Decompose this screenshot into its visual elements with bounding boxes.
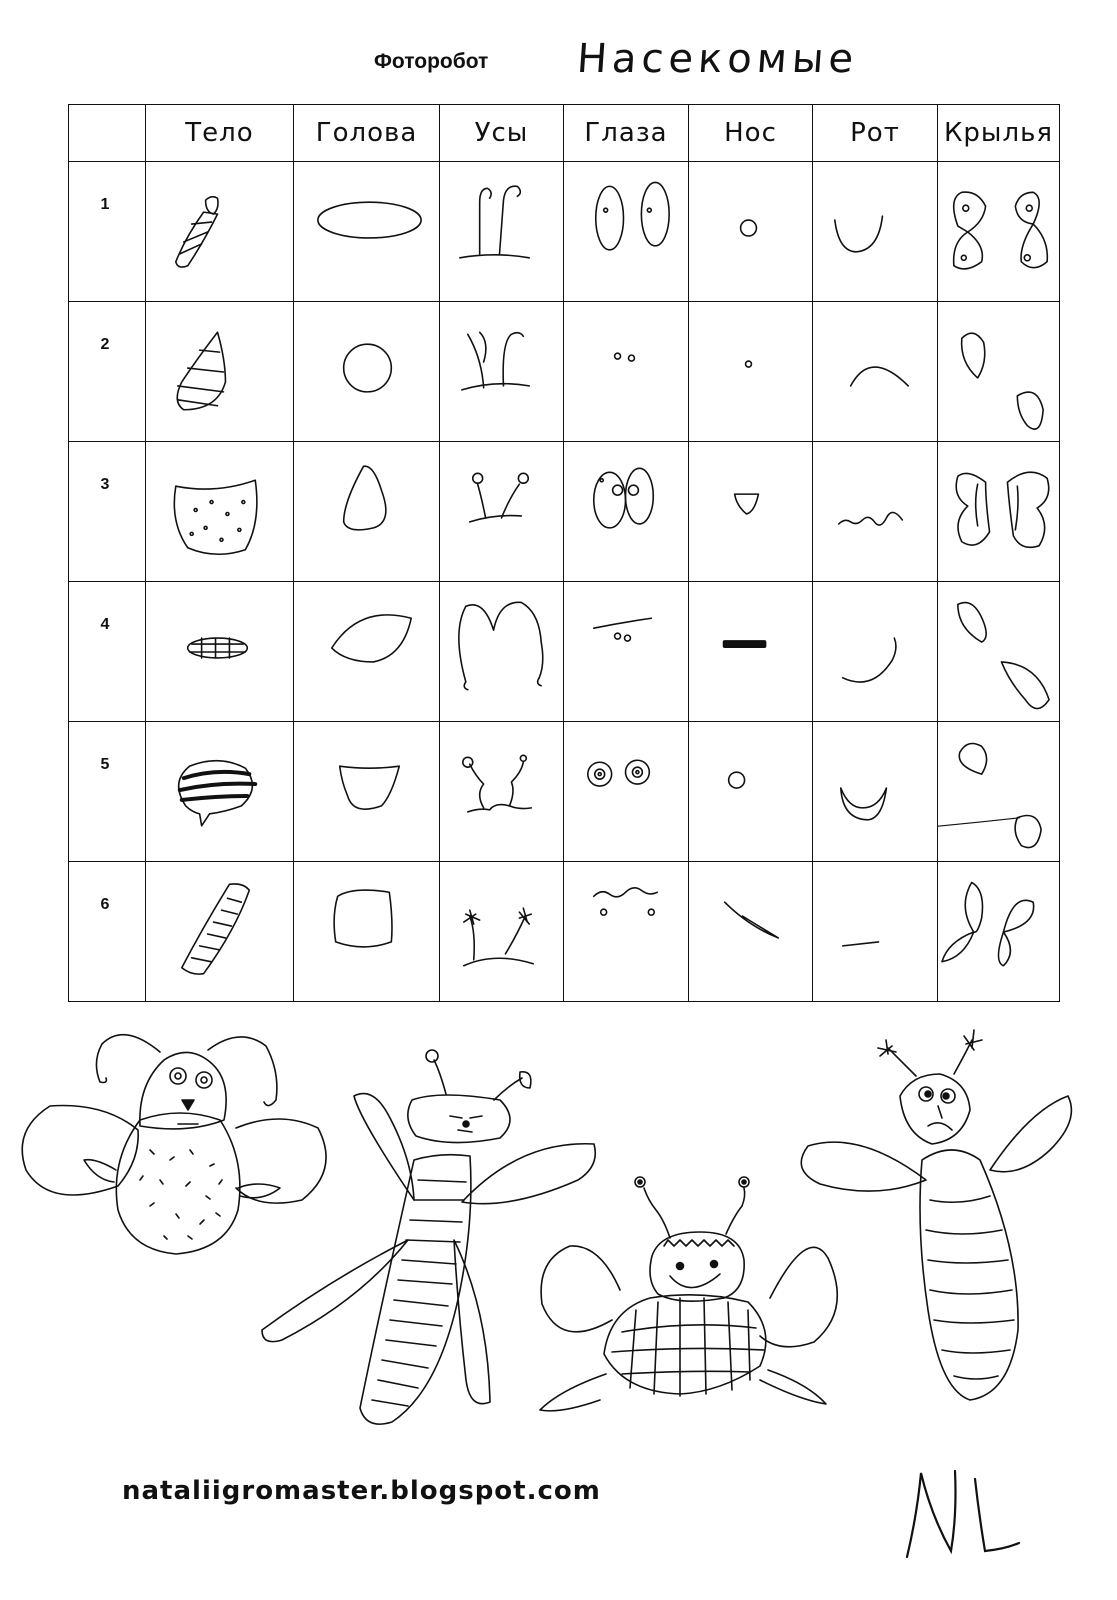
wings-drawing	[938, 862, 1060, 1002]
antennae-drawing	[440, 722, 564, 862]
body-drawing	[146, 442, 294, 582]
body-drawing	[146, 162, 294, 302]
antennae-drawing	[440, 582, 564, 722]
mouth-drawing	[813, 722, 938, 862]
wings-drawing	[938, 162, 1060, 302]
table-row	[69, 862, 1060, 1002]
nose-drawing	[689, 582, 813, 722]
insect-drawing	[801, 1030, 1071, 1400]
head-drawing	[294, 722, 440, 862]
insect-drawing	[22, 1035, 326, 1254]
table-row	[69, 442, 1060, 582]
insect-drawing	[262, 1050, 595, 1424]
table-row	[69, 162, 1060, 302]
eyes-drawing	[564, 162, 689, 302]
head-drawing	[294, 582, 440, 722]
antennae-drawing	[440, 302, 564, 442]
wings-drawing	[938, 722, 1060, 862]
head-drawing	[294, 442, 440, 582]
antennae-drawing	[440, 442, 564, 582]
head-drawing	[294, 162, 440, 302]
eyes-drawing	[564, 582, 689, 722]
nose-drawing	[689, 862, 813, 1002]
eyes-drawing	[564, 302, 689, 442]
handwritten-subtitle: Насекомые	[575, 36, 860, 82]
insect-drawing	[540, 1177, 837, 1411]
mouth-drawing	[813, 442, 938, 582]
row-number: 2	[69, 302, 146, 442]
row-number: 4	[69, 582, 146, 722]
identikit-table	[68, 104, 1060, 1002]
assembled-insects-illustration	[0, 1010, 1117, 1450]
eyes-drawing	[564, 442, 689, 582]
body-drawing	[146, 862, 294, 1002]
eyes-drawing	[564, 862, 689, 1002]
head-drawing	[294, 862, 440, 1002]
body-drawing	[146, 582, 294, 722]
column-header-eyes: Глаза	[564, 105, 689, 162]
antennae-drawing	[440, 162, 564, 302]
head-drawing	[294, 302, 440, 442]
table-row	[69, 722, 1060, 862]
body-drawing	[146, 302, 294, 442]
column-header-wings: Крылья	[938, 105, 1060, 162]
mouth-drawing	[813, 582, 938, 722]
antennae-drawing	[440, 862, 564, 1002]
nose-drawing	[689, 722, 813, 862]
nose-drawing	[689, 162, 813, 302]
row-number: 5	[69, 722, 146, 862]
eyes-drawing	[564, 722, 689, 862]
row-number: 1	[69, 162, 146, 302]
wings-drawing	[938, 582, 1060, 722]
wings-drawing	[938, 302, 1060, 442]
column-header-antennae: Усы	[440, 105, 564, 162]
mouth-drawing	[813, 162, 938, 302]
row-number: 6	[69, 862, 146, 1002]
blog-url: nataliigromaster.blogspot.com	[122, 1476, 601, 1506]
column-header-body: Тело	[146, 105, 294, 162]
column-header-head: Голова	[294, 105, 440, 162]
mouth-drawing	[813, 862, 938, 1002]
row-number: 3	[69, 442, 146, 582]
table-row	[69, 582, 1060, 722]
author-signature	[895, 1455, 1035, 1565]
nose-drawing	[689, 442, 813, 582]
mouth-drawing	[813, 302, 938, 442]
body-drawing	[146, 722, 294, 862]
nose-drawing	[689, 302, 813, 442]
header-row	[69, 105, 1060, 162]
column-header-nose: Нос	[689, 105, 813, 162]
table-row	[69, 302, 1060, 442]
corner-cell	[69, 105, 146, 162]
page-title: Фоторобот	[374, 50, 489, 73]
column-header-mouth: Рот	[813, 105, 938, 162]
wings-drawing	[938, 442, 1060, 582]
